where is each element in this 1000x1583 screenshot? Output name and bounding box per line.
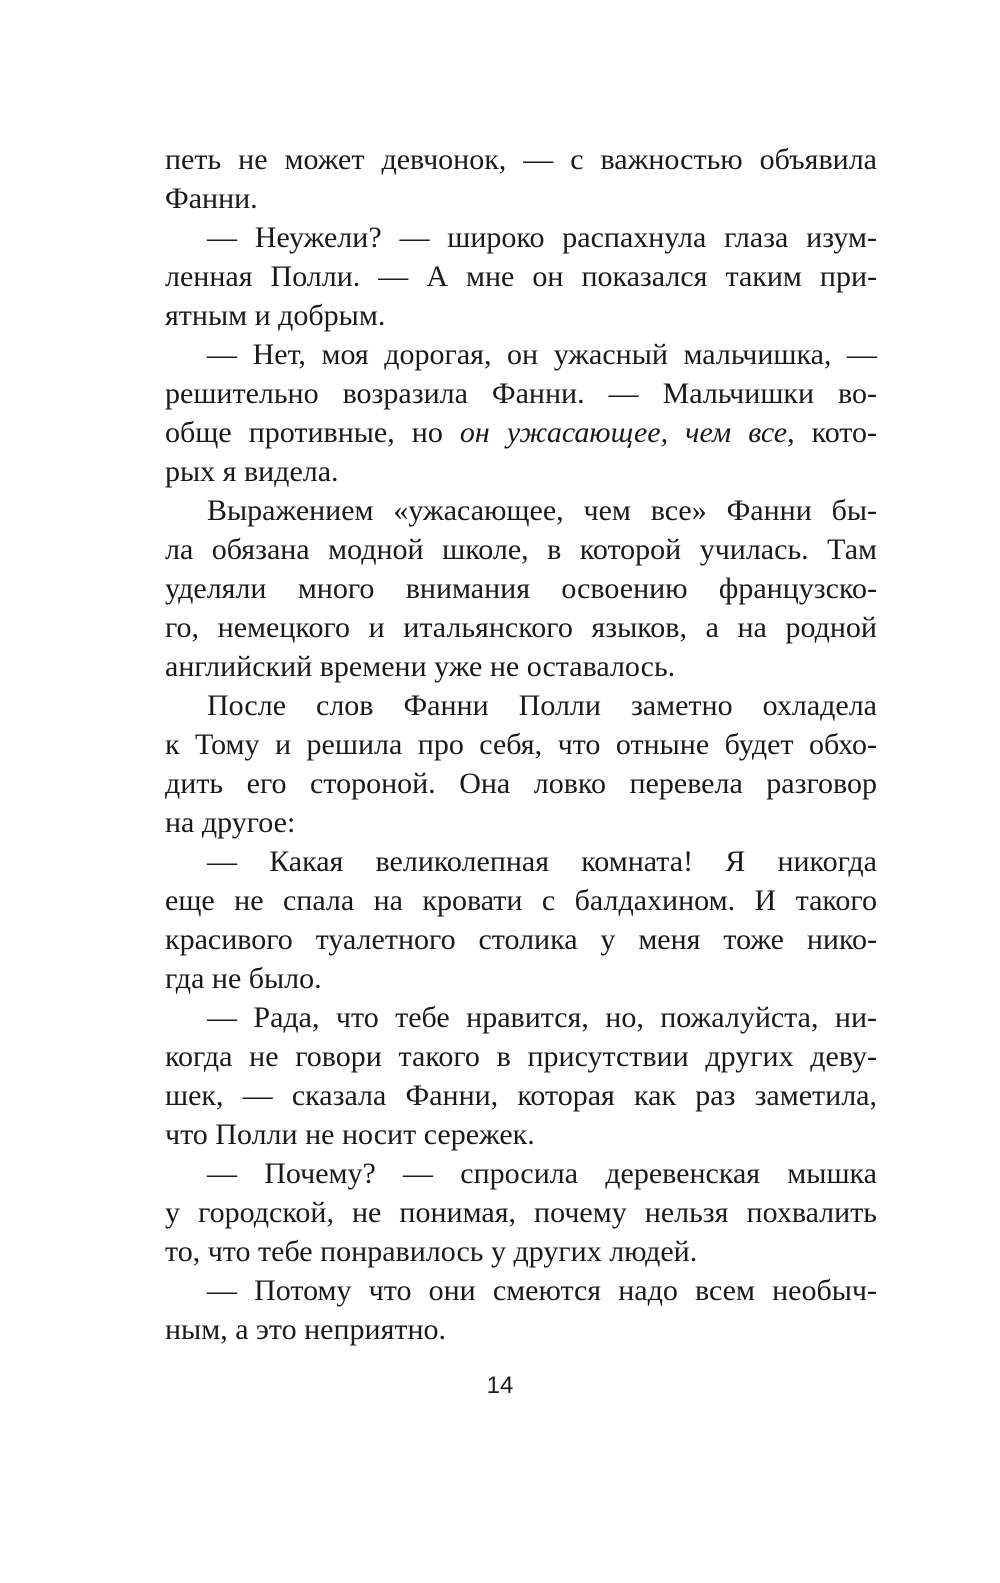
text-segment: обще противные, но <box>165 416 460 449</box>
text-line: решительно возразила Фанни. — Мальчишки во- <box>165 377 877 410</box>
text-line: к Тому и решила про себя, что отныне будет обхо- <box>165 728 877 761</box>
text-line: английский времени уже не оставалось. <box>165 650 676 683</box>
text-line: ла обязана модной школе, в которой училась. Там <box>165 533 877 566</box>
text-line: — Почему? — спросила деревенская мышка <box>207 1157 877 1190</box>
text-line: красивого туалетного столика у меня тоже нико- <box>165 923 877 956</box>
text-line: у городской, не понимая, почему нельзя похвалить <box>165 1196 877 1229</box>
text-line: — Нет, моя дорогая, он ужасный мальчишка, — <box>207 338 877 371</box>
text-line: ным, а это неприятно. <box>165 1313 447 1346</box>
text-line-mixed <box>165 413 877 452</box>
text-line: уделяли много внимания освоению французско- <box>165 572 877 605</box>
text-line: шек, — сказала Фанни, которая как раз заметила, <box>165 1079 877 1112</box>
text-line: — Какая великолепная комната! Я никогда <box>207 845 877 878</box>
text-line: ятным и добрым. <box>165 299 386 332</box>
text-line: — Рада, что тебе нравится, но, пожалуйста, ни- <box>207 1001 877 1034</box>
text-line: Фанни. <box>165 182 258 215</box>
text-line: рых я видела. <box>165 455 339 488</box>
text-line: на другое: <box>165 806 296 839</box>
text-line: После слов Фанни Полли заметно охладела <box>207 689 877 722</box>
text-line: то, что тебе понравилось у других людей. <box>165 1235 698 1268</box>
text-line: Выражением «ужасающее, чем все» Фанни бы- <box>207 494 877 527</box>
text-line: еще не спала на кровати с балдахином. И такого <box>165 884 877 917</box>
text-line: ленная Полли. — А мне он показался таким при- <box>165 260 877 293</box>
text-line: петь не может девчонок, — с важностью объявила <box>165 143 877 176</box>
text-line: что Полли не носит сережек. <box>165 1118 535 1151</box>
text-line: дить его стороной. Она ловко перевела разговор <box>165 767 877 800</box>
page-number: 14 <box>486 1372 514 1399</box>
page-text <box>165 140 877 1349</box>
text-line: — Потому что они смеются надо всем необыч- <box>207 1274 877 1307</box>
text-segment: , кото- <box>787 416 877 449</box>
italic-phrase: он ужасающее, чем все <box>459 416 788 449</box>
text-line: — Неужели? — широко распахнула глаза изум- <box>207 221 877 254</box>
text-line: когда не говори такого в присутствии других деву- <box>165 1040 877 1073</box>
text-line: гда не было. <box>165 962 322 995</box>
text-line: го, немецкого и итальянского языков, а на родной <box>165 611 877 644</box>
